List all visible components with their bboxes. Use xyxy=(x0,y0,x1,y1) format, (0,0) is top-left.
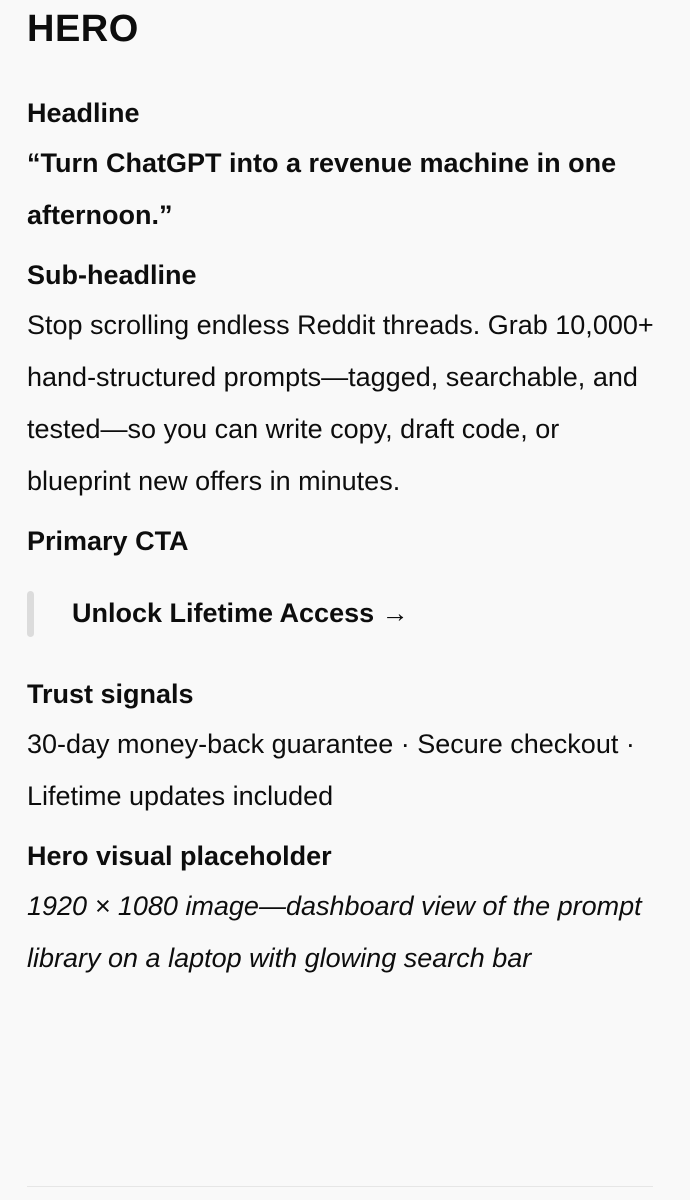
subheadline-text: Stop scrolling endless Reddit threads. Grab 10,000+ hand-structured prompts—tagged, searchable, and tested—so you can write copy, draft code, or blueprint new offers in minutes. xyxy=(27,310,654,496)
unlock-lifetime-access-button[interactable]: Unlock Lifetime Access → xyxy=(72,598,409,628)
headline-text: “Turn ChatGPT into a revenue machine in one afternoon.” xyxy=(27,148,617,230)
subheadline-section xyxy=(27,258,663,507)
hero-document xyxy=(27,0,663,984)
primary-cta-section xyxy=(27,524,663,637)
divider xyxy=(27,1186,653,1187)
blockquote-bar xyxy=(27,591,34,637)
trust-signals-section xyxy=(27,677,663,822)
subheadline-label: Sub-headline xyxy=(27,260,197,290)
cta-blockquote xyxy=(27,589,663,637)
primary-cta-label: Primary CTA xyxy=(27,526,189,556)
hero-visual-section xyxy=(27,839,663,984)
page-title: HERO xyxy=(27,8,139,50)
headline-section xyxy=(27,96,663,241)
trust-signals-text: 30-day money-back guarantee · Secure checkout · Lifetime updates included xyxy=(27,729,635,811)
headline-label: Headline xyxy=(27,98,140,128)
hero-visual-text: 1920 × 1080 image—dashboard view of the prompt library on a laptop with glowing search bar xyxy=(27,891,642,973)
hero-visual-label: Hero visual placeholder xyxy=(27,841,332,871)
trust-signals-label: Trust signals xyxy=(27,679,194,709)
